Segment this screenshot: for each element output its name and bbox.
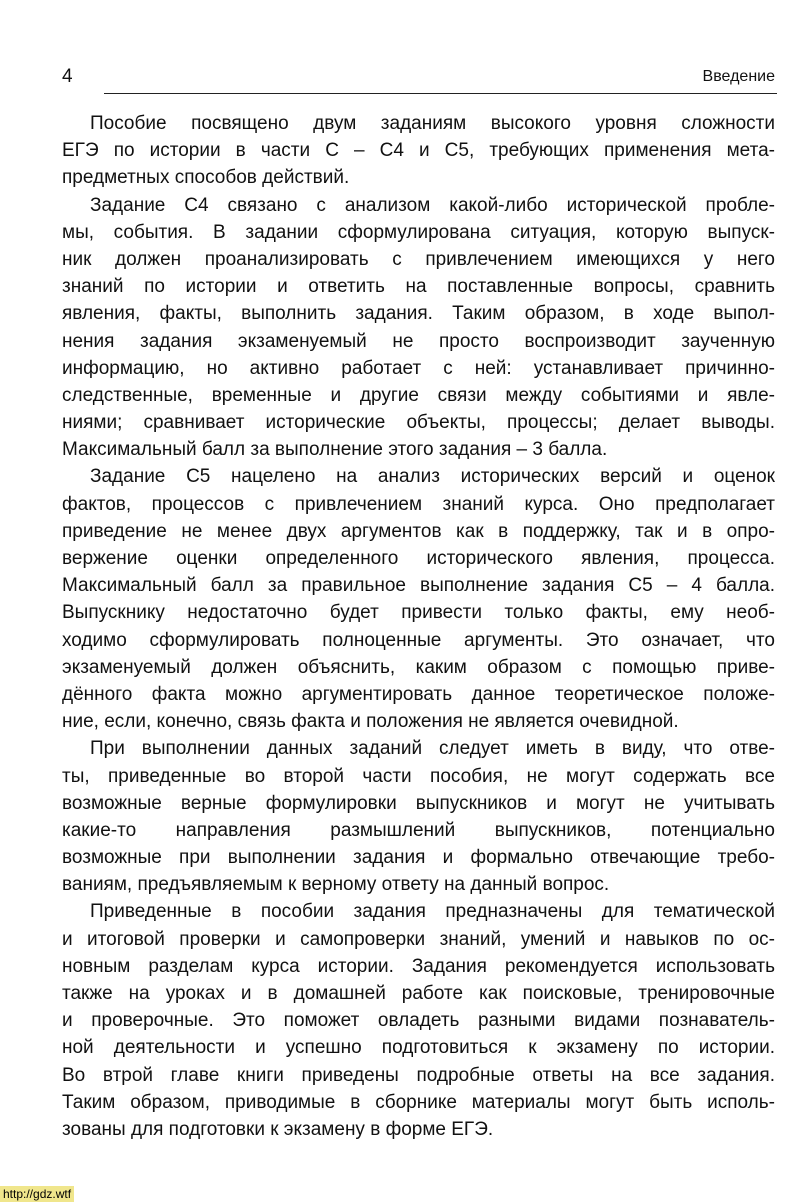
text-line: зованы для подготовки к экзамену в форме ЕГЭ. [62,1118,494,1140]
paragraph [62,192,775,464]
text-line: экзаменуемый должен объяснить, каким образом с помощью приве- [62,656,775,678]
text-line: мы, события. В задании сформулирована ситуация, которую выпуск- [62,221,775,243]
text-line: возможные верные формулировки выпускников и могут не учитывать [62,792,775,814]
text-line: Таким образом, приводимые в сборнике материалы могут быть исполь- [62,1091,775,1113]
running-header-title: Введение [702,68,775,85]
text-line: При выполнении данных заданий следует иметь в виду, что отве- [90,738,775,760]
text-line: ты, приведенные во второй части пособия, не могут содержать все [62,765,775,787]
text-line: знаний по истории и ответить на поставленные вопросы, сравнить [62,276,775,298]
text-line: ние, если, конечно, связь факта и положения не является очевидной. [62,711,679,733]
text-line: Задание С4 связано с анализом какой-либо исторической пробле- [90,194,775,216]
text-line: Выпускнику недостаточно будет привести только факты, ему необ- [62,602,775,624]
watermark-link[interactable]: http://gdz.wtf [0,1186,74,1202]
text-line: информацию, но активно работает с ней: устанавливает причинно- [62,357,775,379]
text-line: Максимальный балл за выполнение этого задания – 3 балла. [62,439,608,461]
text-line: Во втрой главе книги приведены подробные ответы на все задания. [62,1064,775,1086]
text-line: следственные, временные и другие связи между событиями и явле- [62,384,775,406]
text-line: предметных способов действий. [62,167,350,189]
text-line: нения задания экзаменуемый не просто воспроизводит заученную [62,330,775,352]
text-line: ник должен проанализировать с привлечением имеющихся у него [62,248,775,270]
paragraph [62,898,775,1143]
text-line: и проверочные. Это поможет овладеть разными видами познаватель- [62,1010,775,1032]
text-line: ной деятельности и успешно подготовиться к экзамену по истории. [62,1037,775,1059]
header-rule [104,93,777,94]
text-line: ваниям, предъявляемым к верному ответу на данный вопрос. [62,874,610,896]
text-line: Приведенные в пособии задания предназначены для тематической [90,901,775,923]
text-line: фактов, процессов с привлечением знаний курса. Оно предполагает [62,493,775,515]
text-line: и итоговой проверки и самопроверки знаний, умений и навыков по ос- [62,928,775,950]
paragraph [62,735,775,898]
paragraph [62,463,775,735]
page-number: 4 [62,66,73,87]
text-line: Пособие посвящено двум заданиям высокого уровня сложности [90,113,775,134]
text-line: ниями; сравнивает исторические объекты, процессы; делает выводы. [62,412,775,434]
page-body [62,110,775,1143]
text-line: вержение оценки определенного исторического явления, процесса. [62,548,775,569]
text-line: возможные при выполнении задания и формально отвечающие требо- [62,847,775,869]
text-line: приведение не менее двух аргументов как в поддержку, так и в опро- [62,520,775,542]
text-line: новным разделам курса истории. Задания рекомендуется использовать [62,955,775,977]
text-line: Задание С5 нацелено на анализ исторических версий и оценок [90,466,775,488]
text-line: дённого факта можно аргументировать данное теоретическое положе- [62,683,775,705]
paragraph [62,110,775,192]
text-line: какие-то направления размышлений выпускников, потенциально [62,819,775,841]
text-line: также на уроках и в домашней работе как поисковые, тренировочные [62,983,775,1004]
text-line: ЕГЭ по истории в части С – С4 и С5, требующих применения мета- [62,140,775,162]
text-line: ходимо сформулировать полноценные аргументы. Это означает, что [62,629,775,651]
text-line: явления, факты, выполнить задания. Таким образом, в ходе выпол- [62,303,775,325]
text-line: Максимальный балл за правильное выполнение задания С5 – 4 балла. [62,575,775,597]
